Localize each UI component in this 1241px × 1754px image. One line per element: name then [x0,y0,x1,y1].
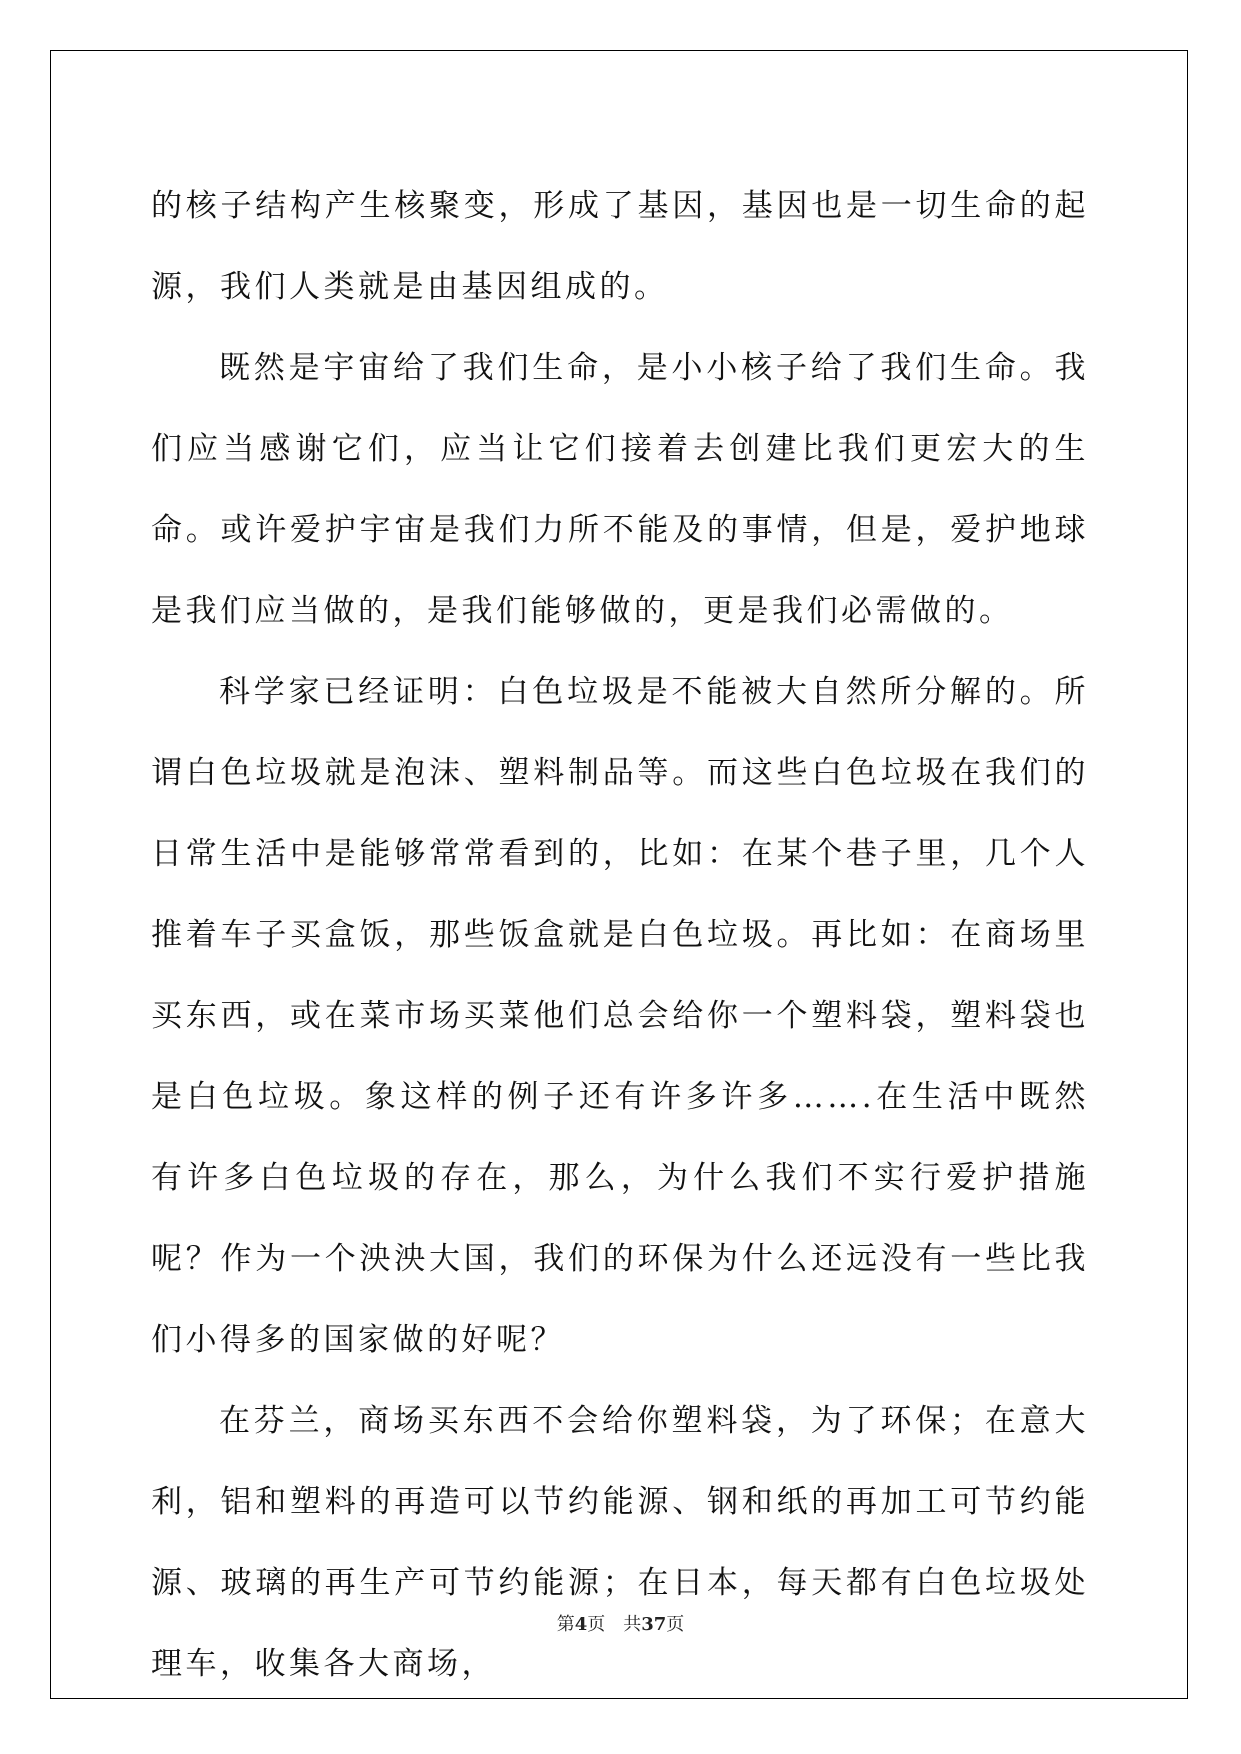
total-prefix: 共 [623,1614,642,1635]
total-suffix: 页 [666,1614,685,1635]
page-number: 4 [574,1614,588,1635]
paragraph: 既然是宇宙给了我们生命，是小小核子给了我们生命。我们应当感谢它们，应当让它们接着去创建比我们更宏大的生命。或许爱护宇宙是我们力所不能及的事情，但是，爱护地球是我们应当做的，是我们能够做的，更是我们必需做的。 [151,350,1089,629]
document-body [151,166,1089,1705]
page-prefix: 第 [556,1614,575,1635]
paragraph: 在芬兰，商场买东西不会给你塑料袋，为了环保；在意大利，铝和塑料的再造可以节约能源、钢和纸的再加工可节约能源、玻璃的再生产可节约能源；在日本，每天都有白色垃圾处理车，收集各大商场， [151,1403,1089,1682]
total-pages: 37 [641,1614,667,1635]
page-footer [0,1610,1241,1636]
paragraph: 科学家已经证明：白色垃圾是不能被大自然所分解的。所谓白色垃圾就是泡沫、塑料制品等。而这些白色垃圾在我们的日常生活中是能够常常看到的，比如：在某个巷子里，几个人推着车子买盒饭，那些饭盒就是白色垃圾。再比如：在商场里买东西，或在菜市场买菜他们总会给你一个塑料袋，塑料袋也是白色垃圾。象这样的例子还有许多许多…….在生活中既然有许多白色垃圾的存在，那么，为什么我们不实行爱护措施呢？作为一个泱泱大国，我们的环保为什么还远没有一些比我们小得多的国家做的好呢？ [151,674,1089,1358]
page-suffix: 页 [587,1614,606,1635]
paragraph: 的核子结构产生核聚变，形成了基因，基因也是一切生命的起源，我们人类就是由基因组成的。 [151,188,1089,305]
